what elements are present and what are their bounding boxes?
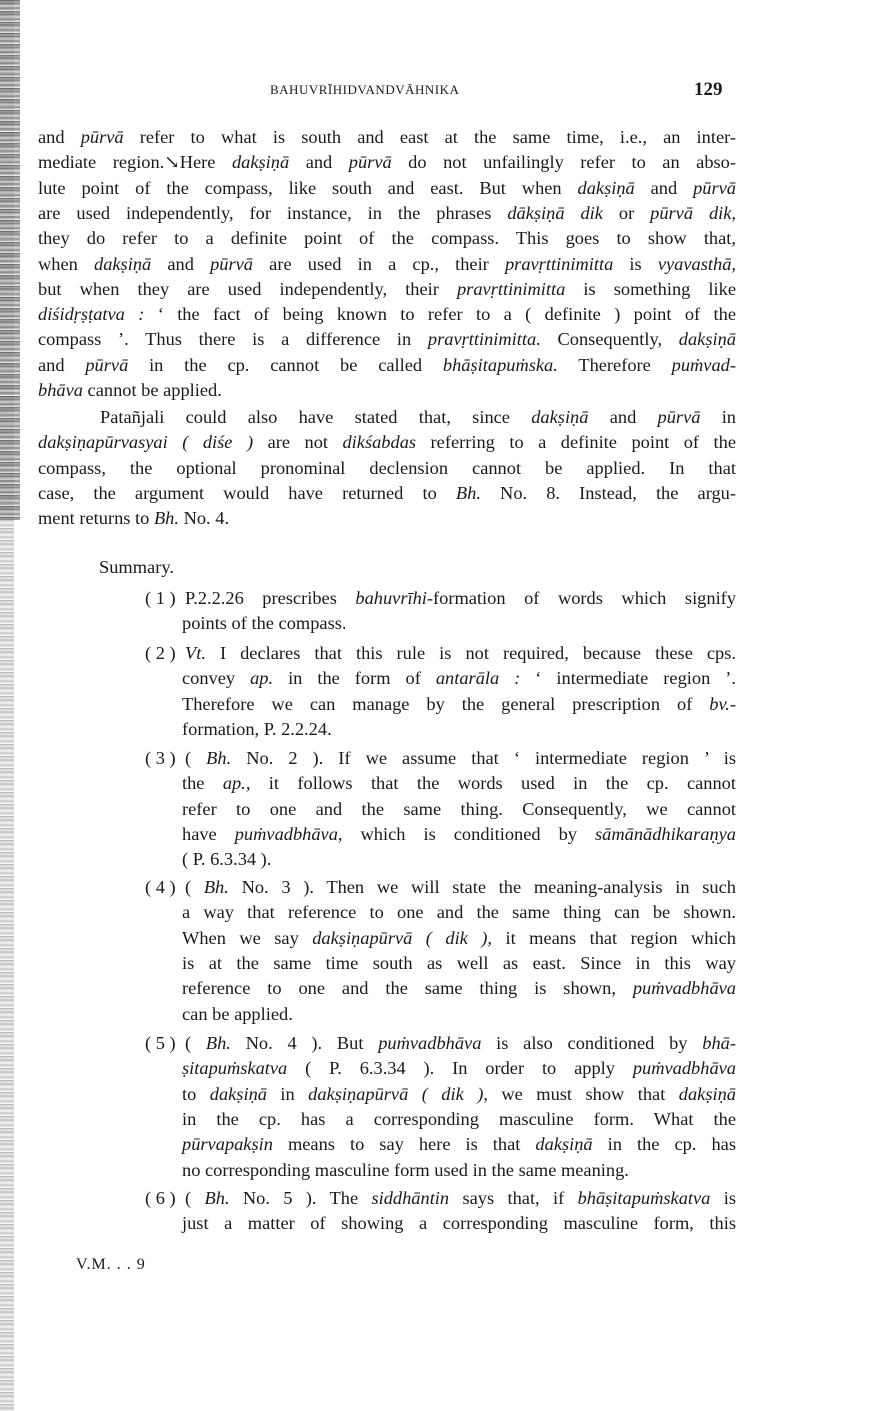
text-run: ap.,	[222, 773, 251, 794]
text-run: is also conditioned by	[481, 1033, 703, 1053]
item-number: ( 6 )	[145, 1188, 176, 1208]
text-run: refer to one and the same thing. Consequently, we cannot	[182, 798, 736, 819]
text-run: No. 4.	[178, 508, 230, 529]
text-run: dakṣiṇā	[231, 152, 290, 173]
text-run: pravṛttinimitta.	[427, 329, 541, 350]
text-run: do not unfailingly refer to an abso-	[391, 152, 736, 173]
text-run: points of the compass.	[182, 613, 347, 634]
text-run: bhāṣitapuṁskatva	[577, 1188, 711, 1208]
text-run: compass ’. Thus there is a difference in	[38, 329, 428, 350]
text-run: means to say here is that	[272, 1134, 536, 1155]
text-run: convey	[182, 668, 251, 689]
signature-mark: V.M. . . 9	[76, 1256, 146, 1273]
text-run: dakṣiṇapūrvā ( dik ),	[308, 1083, 488, 1104]
item-text	[185, 1033, 736, 1054]
text-line	[38, 304, 736, 325]
item-number: ( 5 )	[145, 1033, 176, 1053]
text-run: to	[182, 1083, 210, 1104]
text-run: in the form of	[273, 668, 436, 689]
text-run: No. 2 ). If we assume that ‘ intermediate region ’ is	[231, 748, 736, 768]
summary-item-line	[182, 928, 736, 949]
text-run: bhāṣitapuṁska.	[442, 354, 558, 375]
summary-item-line	[145, 748, 736, 769]
text-run: are not	[253, 432, 343, 453]
text-run: can be applied.	[182, 1003, 293, 1024]
summary-item-line	[145, 877, 736, 898]
text-run: Bh.	[455, 482, 481, 503]
text-run: dakṣiṇā	[535, 1134, 593, 1155]
text-line	[38, 355, 736, 376]
text-run: which is conditioned by	[342, 823, 596, 844]
summary-item-line	[145, 588, 736, 609]
text-run: When we say	[182, 927, 313, 948]
text-run: we must show that	[487, 1083, 679, 1104]
text-run: in the cp. has	[592, 1134, 736, 1155]
running-title: BAHUVRĪHIDVANDVĀHNIKA	[270, 82, 460, 97]
text-run: No. 3 ). Then we will state the meaning-analysis in such	[228, 877, 736, 897]
page-spine-shadow-top	[0, 0, 20, 520]
text-run: siddhāntin	[371, 1188, 450, 1208]
text-run: pravṛttinimitta	[456, 278, 566, 299]
text-run: and	[38, 127, 81, 147]
text-run: ṣitapuṁskatva	[182, 1058, 288, 1079]
summary-item-line	[182, 824, 736, 845]
summary-item-line	[182, 719, 736, 740]
text-run: are used in a cp., their	[253, 253, 505, 274]
text-run: ‘ the fact of being known to refer to a ( definite ) point of the	[144, 304, 736, 325]
text-run: pūrvapakṣin	[182, 1134, 273, 1155]
text-line	[38, 458, 736, 479]
text-run: dakṣiṇā	[531, 407, 589, 427]
text-run: (	[185, 877, 204, 897]
text-run: is something like	[565, 278, 736, 299]
text-run: a way that reference to one and the same thing can be shown.	[182, 902, 736, 923]
summary-item-line	[182, 613, 736, 634]
item-text	[185, 643, 736, 664]
text-run: reference to one and the same thing is shown,	[182, 978, 633, 999]
text-line	[38, 432, 736, 453]
text-run: they do refer to a definite point of the compass. This goes to show that,	[38, 228, 736, 249]
summary-item-line	[182, 1213, 736, 1234]
text-line	[38, 228, 736, 249]
summary-item-line	[182, 1004, 736, 1025]
text-run: Consequently,	[540, 329, 679, 350]
text-run: dākṣiṇā dik	[507, 202, 603, 223]
text-run: says that, if	[449, 1188, 578, 1208]
item-number: ( 2 )	[145, 643, 176, 663]
text-run: Bh.	[204, 1188, 230, 1208]
text-line	[38, 279, 736, 300]
text-run: bhā-	[702, 1033, 736, 1053]
text-run: pūrvā	[85, 354, 129, 375]
text-run: are used independently, for instance, in the phrases	[38, 202, 508, 223]
page-number: 129	[694, 79, 723, 100]
text-run: pūrvā dik,	[650, 202, 737, 223]
text-run: puṁvadbhāva	[632, 978, 736, 999]
text-run: diśidṛṣṭatva :	[38, 304, 145, 325]
text-run: bhāva	[38, 380, 83, 400]
summary-item-line	[182, 1109, 736, 1130]
text-run: vyavasthā,	[657, 253, 736, 274]
text-run: and	[289, 152, 349, 173]
text-run: when	[38, 253, 94, 274]
text-line	[38, 380, 222, 401]
text-run: Here	[179, 152, 232, 173]
text-run: ment returns to	[38, 508, 154, 529]
text-run: ( P. 6.3.34 ). In order to apply	[287, 1058, 633, 1079]
text-line	[38, 329, 736, 350]
text-run: dakṣiṇā	[94, 253, 152, 274]
text-run: ( P. 6.3.34 ).	[182, 849, 272, 870]
text-run: but when they are used independently, their	[38, 278, 457, 299]
item-text	[185, 588, 736, 609]
text-run: P.2.2.26 prescribes	[185, 588, 356, 608]
text-run: in the cp. cannot be called	[128, 354, 443, 375]
text-run: dakṣiṇā	[678, 329, 736, 350]
item-number: ( 4 )	[145, 877, 176, 897]
summary-item-line	[182, 773, 736, 794]
text-run: -	[729, 693, 736, 714]
text-run: in the cp. has a corresponding masculine form. What the	[182, 1108, 736, 1129]
summary-item-line	[182, 668, 736, 689]
text-run: and	[38, 354, 86, 375]
text-run: dakṣiṇā	[577, 177, 635, 198]
text-line	[100, 407, 736, 428]
text-run: pūrvā	[80, 127, 124, 147]
text-run: puṁvadbhāva	[378, 1033, 482, 1053]
text-run: bv.	[709, 693, 730, 714]
text-run: and	[151, 253, 211, 274]
summary-item-line	[182, 1134, 736, 1155]
text-run: have	[182, 823, 235, 844]
text-run: Therefore we can manage by the general prescription of	[182, 693, 710, 714]
text-run: dakṣiṇapūrvasyai ( diśe )	[38, 432, 254, 453]
text-run: Vt.	[185, 643, 206, 663]
text-run: compass, the optional pronominal declension cannot be applied. In that	[38, 457, 736, 478]
text-run: (	[185, 748, 207, 768]
text-run: puṁvad-	[671, 354, 736, 375]
text-run: sāmānādhikaraṇya	[595, 823, 736, 844]
summary-item-line	[145, 643, 736, 664]
summary-item-line	[182, 799, 736, 820]
text-run: puṁvadbhāva	[632, 1058, 736, 1079]
summary-heading: Summary.	[99, 557, 174, 577]
text-run: No. 5 ). The	[229, 1188, 372, 1208]
item-number: ( 1 )	[145, 588, 176, 608]
text-run: no corresponding masculine form used in the same meaning.	[182, 1159, 629, 1180]
summary-item-line	[182, 1084, 736, 1105]
text-run: is	[613, 253, 658, 274]
text-run: and	[634, 177, 694, 198]
text-run: (	[185, 1033, 206, 1053]
item-text	[185, 1188, 736, 1209]
text-run: dakṣiṇā	[678, 1083, 736, 1104]
text-run: dikśabdas	[342, 432, 417, 453]
text-run: Therefore	[557, 354, 672, 375]
text-line	[38, 254, 736, 275]
text-run: is	[710, 1188, 736, 1208]
text-run: Bh.	[206, 748, 232, 768]
text-run: cannot be applied.	[82, 380, 222, 400]
text-run: formation, P. 2.2.24.	[182, 718, 332, 739]
text-run: just a matter of showing a corresponding masculine form, this	[182, 1213, 736, 1234]
text-line	[38, 127, 736, 148]
text-run: Patañjali could also have stated that, since	[100, 407, 532, 427]
text-run: in	[266, 1083, 309, 1104]
text-run: refer to what is south and east at the same time, i.e., an inter-	[123, 127, 737, 147]
text-run: ↘	[164, 152, 180, 173]
text-run: Bh.	[153, 508, 179, 529]
summary-item-line	[182, 902, 736, 923]
text-run: pūrvā	[348, 152, 392, 173]
item-text	[185, 877, 736, 898]
summary-item-line	[145, 1188, 736, 1209]
text-run: ap.	[250, 668, 274, 689]
item-text	[185, 748, 736, 769]
text-run: (	[185, 1188, 205, 1208]
text-run: is at the same time south as well as east. Since in this way	[182, 952, 736, 973]
summary-item-line	[182, 1058, 736, 1079]
text-run: dakṣiṇapūrvā ( dik ),	[312, 927, 493, 948]
summary-item-line	[182, 978, 736, 999]
text-run: dakṣiṇā	[209, 1083, 267, 1104]
text-run: pūrvā	[693, 177, 736, 198]
text-run: case, the argument would have returned to	[38, 482, 456, 503]
item-number: ( 3 )	[145, 748, 176, 768]
summary-item-line	[145, 1033, 736, 1054]
text-line	[38, 203, 736, 224]
text-run: mediate region.	[38, 152, 165, 173]
text-run: antarāla :	[435, 668, 521, 689]
summary-item-line	[182, 953, 736, 974]
text-run: referring to a definite point of the	[416, 432, 737, 453]
text-run: and	[588, 407, 658, 427]
text-run: I declares that this rule is not required, because these cps.	[205, 643, 736, 663]
text-line	[38, 483, 736, 504]
summary-item-line	[182, 1160, 736, 1181]
summary-item-line	[182, 694, 736, 715]
text-run: bahuvrīhi	[355, 588, 427, 608]
text-run: puṁvadbhāva,	[234, 823, 343, 844]
summary-item-line	[182, 849, 736, 870]
text-run: -formation of words which signify	[426, 588, 736, 608]
text-run: No. 4 ). But	[230, 1033, 379, 1053]
text-run: pravṛttinimitta	[504, 253, 614, 274]
text-line	[38, 178, 736, 199]
text-run: Bh.	[205, 1033, 231, 1053]
text-run: in	[700, 407, 737, 427]
text-run: or	[602, 202, 651, 223]
text-run: the	[182, 773, 223, 794]
text-line	[38, 508, 229, 529]
text-run: pūrvā	[210, 253, 253, 274]
text-run: pūrvā	[657, 407, 701, 427]
text-run: it follows that the words used in the cp. cannot	[250, 773, 736, 794]
text-run: lute point of the compass, like south and east. But when	[38, 177, 578, 198]
text-run: Bh.	[203, 877, 229, 897]
text-run: No. 8. Instead, the argu-	[480, 482, 736, 503]
text-run: it means that region which	[492, 927, 736, 948]
text-line	[38, 152, 736, 173]
text-run: ‘ intermediate region ’.	[520, 668, 736, 689]
